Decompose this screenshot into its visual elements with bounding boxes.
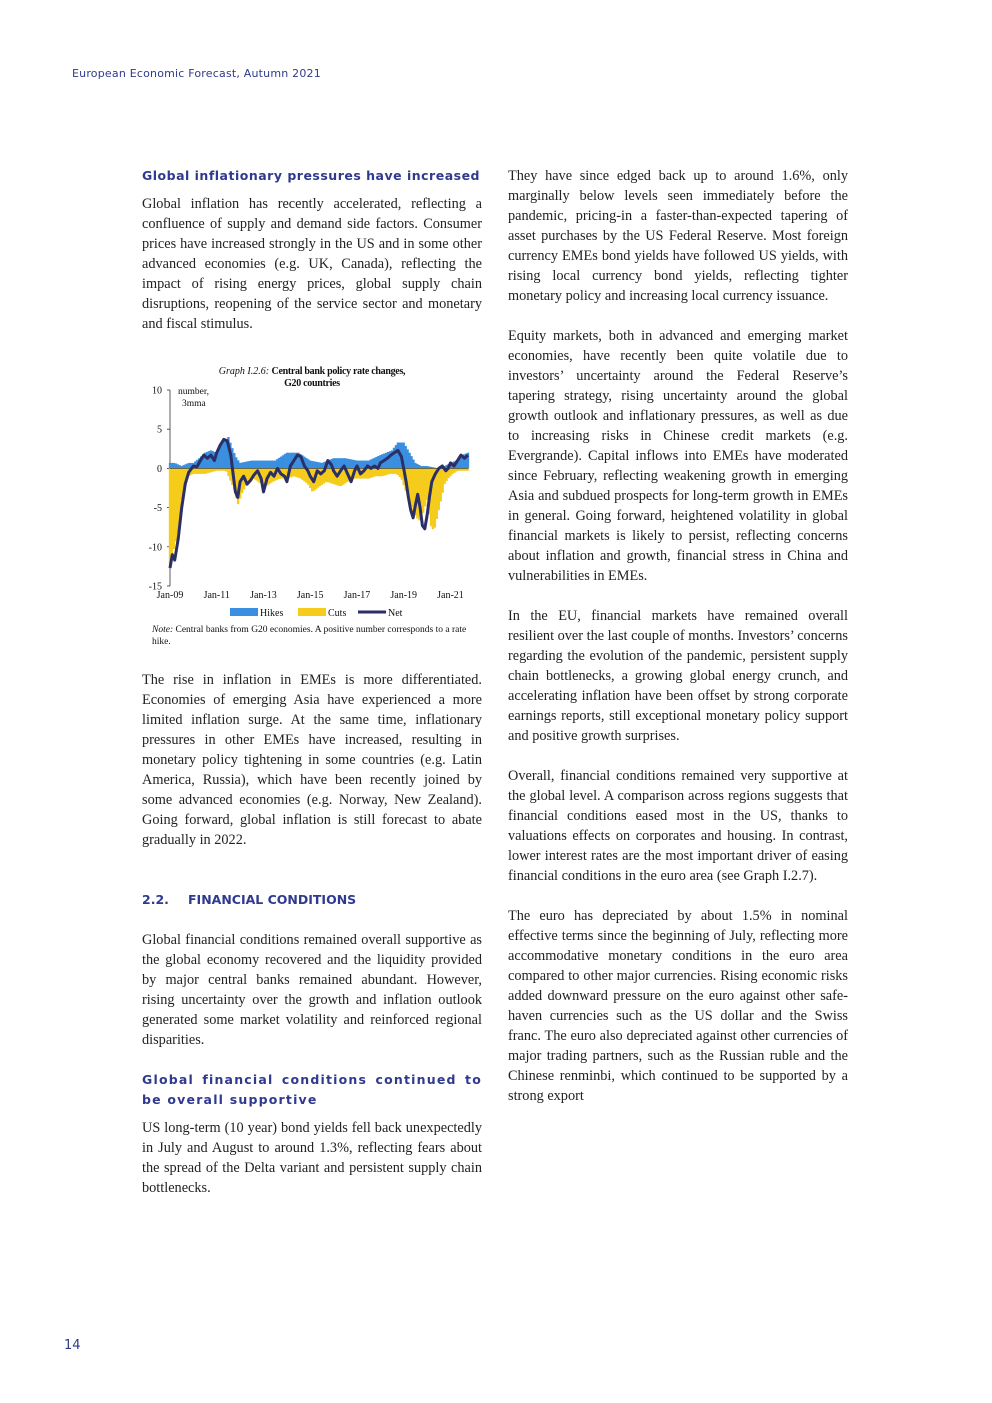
subheading-financial-conditions: Global financial conditions continued to be overall supportive xyxy=(142,1072,482,1107)
y-tick-label: 0 xyxy=(157,463,162,475)
y-tick-label: 10 xyxy=(152,385,162,397)
right-column xyxy=(508,166,848,1126)
unit-label: number, xyxy=(178,387,210,397)
legend-swatch-cuts xyxy=(298,608,326,616)
y-tick-label: 5 xyxy=(157,424,162,436)
paragraph: The euro has depreciated by about 1.5% in nominal effective terms since the beginning of July, reflecting more accommodative monetary conditions in the euro area compared to other major currencies. Rising economic risks added downward pressure on the euro against other safe-haven currencies such as the US dollar and the Swiss franc. The euro also depreciated against other currencies of major trading partners, such as the Russian ruble and the Chinese renminbi, which continued to be supported by a strong export xyxy=(508,908,848,1104)
x-tick-label: Jan-21 xyxy=(437,590,464,601)
chart-title xyxy=(142,366,482,390)
note-text: Central banks from G20 economies. A positive number corresponds to a rate hike. xyxy=(152,625,467,647)
legend-label-net: Net xyxy=(388,608,403,619)
graph-label: Graph I.2.6: xyxy=(218,366,270,377)
paragraph: Overall, financial conditions remained very supportive at the global level. A comparison across regions suggests that financial conditions eased most in the US, thanks to valuations effects on corporates and housing. In contrast, lower interest rates are the most important driver of easing financial conditions in the euro area (see Graph I.2.7). xyxy=(508,768,848,884)
chart-title-line-2: G20 countries xyxy=(284,378,340,389)
x-tick-label: Jan-17 xyxy=(343,590,371,601)
paragraph: In the EU, financial markets have remained overall resilient over the last couple of months. Investors’ concerns regarding the evolution of the pandemic, persistent supply chain bottlenecks, a growing global energy crunch, and accelerating inflation have been offset by strong corporate earnings reports, still exceptional monetary policy support and positive growth surprises. xyxy=(508,608,848,744)
subheading-inflation: Global inflationary pressures have increased xyxy=(142,168,480,183)
graph-policy-rate-changes xyxy=(142,354,482,654)
paragraph: Global financial conditions remained overall supportive as the global economy recovered and the liquidity provided by major central banks remained abundant. However, rising uncertainty over the growth and inflation outlook generated some market volatility and reinforced regional disparities. xyxy=(142,932,482,1048)
y-tick-label: -10 xyxy=(148,542,162,554)
chart-canvas xyxy=(142,354,482,654)
unit-label: 3mma xyxy=(182,399,206,409)
legend-label-hikes: Hikes xyxy=(260,608,284,619)
cuts-bar xyxy=(467,468,469,470)
section-title-text: FINANCIAL CONDITIONS xyxy=(188,892,357,907)
paragraph: The rise in inflation in EMEs is more differentiated. Economies of emerging Asia have experienced a more limited inflation surge. At the same time, inflationary pressures in other EMEs have increased, resulting in monetary policy tightening in some countries (e.g. Latin America, Russia), which have been recently joined by some advanced economies (e.g. Norway, New Zealand). Going forward, global inflation is still forecast to abate gradually in 2022. xyxy=(142,672,482,848)
page-number: 14 xyxy=(64,1338,81,1353)
legend-swatch-hikes xyxy=(230,608,258,616)
paragraph: US long-term (10 year) bond yields fell back unexpectedly in July and August to around 1.3%, reflecting fears about the spread of the Delta variant and persistent supply chain bottlenecks. xyxy=(142,1120,482,1196)
paragraph: They have since edged back up to around 1.6%, only marginally below levels seen immediately before the pandemic, pricing-in a faster-than-expected tapering of asset purchases by the US Federal Reserve. Most foreign currency EMEs bond yields have followed US yields, with rising local currency bond yields, reflecting tighter monetary policy and increasing local currency issuance. xyxy=(508,168,848,304)
x-tick-label: Jan-13 xyxy=(250,590,277,601)
chart-title-line-1: Central bank policy rate changes, xyxy=(271,366,406,377)
running-header: European Economic Forecast, Autumn 2021 xyxy=(72,67,321,80)
y-tick-label: -15 xyxy=(148,581,162,593)
paragraph: Global inflation has recently accelerated, reflecting a confluence of supply and demand side factors. Consumer prices have increased strongly in the US and in some other advanced economies (e.g. UK, Canada), reflecting the impact of rising energy prices, global supply chain disruptions, reopening of the service sector and monetary and fiscal stimulus. xyxy=(142,196,482,332)
chart-note xyxy=(152,624,472,648)
x-tick-label: Jan-19 xyxy=(390,590,418,601)
section-number: 2.2. xyxy=(142,892,169,907)
paragraph: Equity markets, both in advanced and emerging market economies, have recently been quite volatile due to investors’ uncertainty around the Federal Reserve’s tapering strategy, rising uncertainty around the global growth outlook and inflationary pressures, as well as due to increasing risks in Chinese credit markets (e.g. Evergrande). Capital inflows into EMEs have moderated since February, reflecting weakening growth in emerging Asia and subdued prospects for long-term growth in EMEs in general. Going forward, heightened volatility in global financial markets is likely to persist, reflecting concerns about inflation and growth, financial stress in China and vulnerabilities in EMEs. xyxy=(508,328,848,584)
x-tick-label: Jan-11 xyxy=(203,590,230,601)
left-column xyxy=(142,166,482,1218)
note-label: Note: xyxy=(152,625,174,635)
y-tick-label: -5 xyxy=(153,503,162,515)
section-title xyxy=(142,890,482,910)
x-tick-label: Jan-15 xyxy=(296,590,324,601)
x-tick-label: Jan-09 xyxy=(156,590,184,601)
legend-label-cuts: Cuts xyxy=(328,608,347,619)
